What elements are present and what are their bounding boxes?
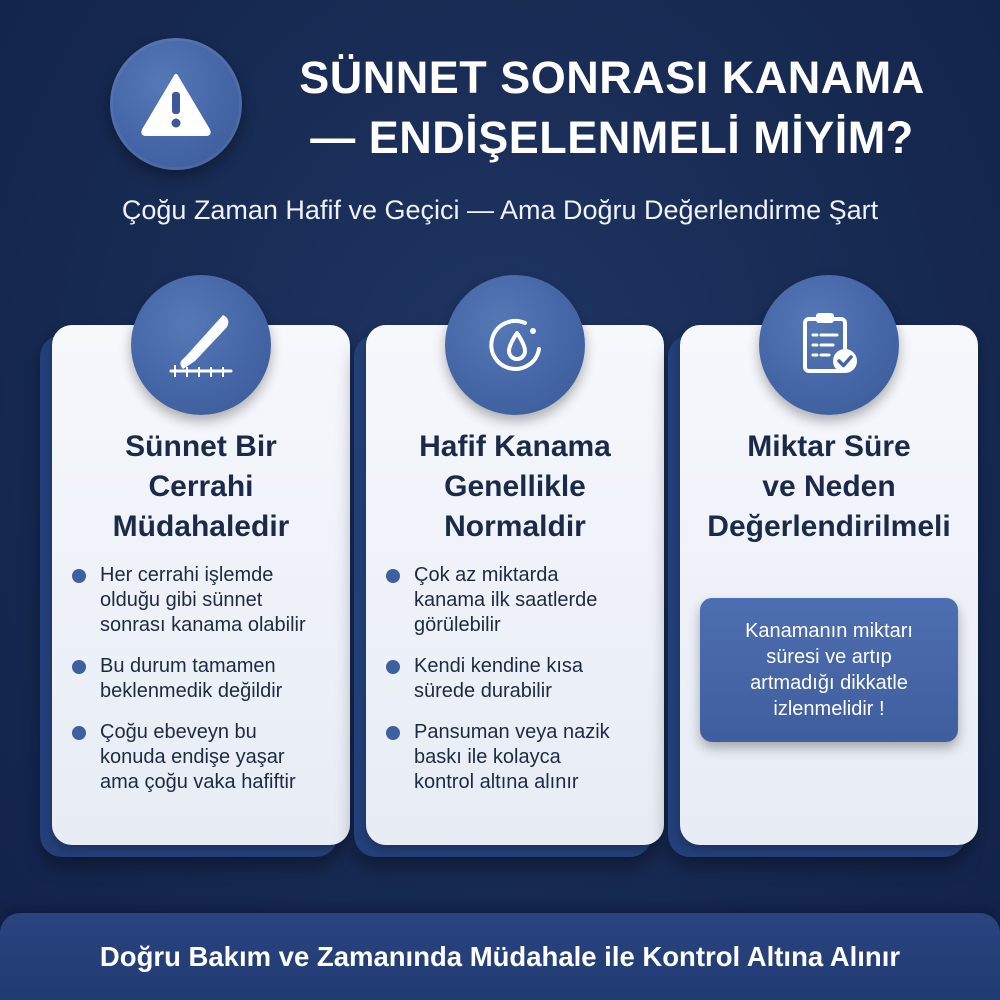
card-icon-badge <box>445 275 585 415</box>
note-line: Kanamanın miktarı <box>745 620 913 642</box>
card-evaluation <box>680 325 978 855</box>
clipboard-check-icon <box>789 305 869 385</box>
bullet-dot-icon <box>72 569 86 583</box>
scalpel-icon <box>161 305 241 385</box>
warning-badge <box>110 38 242 170</box>
card-title-line: ve Neden <box>762 470 896 503</box>
card-title-line: Normaldir <box>444 510 586 543</box>
bullet-line: Kendi kendine kısa <box>414 655 584 677</box>
bullet-line: ama çoğu vaka hafiftir <box>100 771 296 793</box>
footer-banner <box>0 913 1000 1000</box>
note-line: izlenmelidir ! <box>773 698 885 720</box>
card-title-line: Müdahaledir <box>112 510 290 543</box>
bullet-line: baskı ile kolayca <box>414 746 561 768</box>
bullet-line: olduğu gibi sünnet <box>100 589 263 611</box>
bullet-list <box>72 563 342 811</box>
card-body <box>680 325 978 845</box>
bullet-item <box>386 563 656 638</box>
bullet-item <box>72 720 342 795</box>
bullet-item <box>72 654 342 704</box>
card-title <box>694 427 964 547</box>
card-body <box>366 325 664 845</box>
card-title-line: Genellikle <box>444 470 586 503</box>
note-line: artmadığı dikkatle <box>750 672 908 694</box>
bullet-item <box>386 654 656 704</box>
card-title-line: Değerlendirilmeli <box>707 510 951 543</box>
bullet-line: Pansuman veya nazik <box>414 721 610 743</box>
bullet-dot-icon <box>72 726 86 740</box>
page-title <box>262 48 962 168</box>
bullet-line: Çoğu ebeveyn bu <box>100 721 257 743</box>
bullet-line: sonrası kanama olabilir <box>100 614 306 636</box>
card-body <box>52 325 350 845</box>
card-title <box>66 427 336 547</box>
bullet-line: Her cerrahi işlemde <box>100 564 274 586</box>
title-line-1: SÜNNET SONRASI KANAMA <box>299 52 925 103</box>
page-subtitle: Çoğu Zaman Hafif ve Geçici — Ama Doğru Değerlendirme Şart <box>121 195 879 225</box>
bullet-dot-icon <box>72 660 86 674</box>
bullet-dot-icon <box>386 660 400 674</box>
warning-triangle-icon <box>140 72 212 136</box>
card-title <box>380 427 650 547</box>
card-title-line: Sünnet Bir <box>125 430 277 463</box>
bullet-line: kontrol altına alınır <box>414 771 579 793</box>
bullet-list <box>386 563 656 811</box>
bullet-line: kanama ilk saatlerde <box>414 589 598 611</box>
card-surgical <box>52 325 350 855</box>
blood-drop-icon <box>475 305 555 385</box>
bullet-line: sürede durabilir <box>414 680 552 702</box>
bullet-line: beklenmedik değildir <box>100 680 283 702</box>
bullet-item <box>72 563 342 638</box>
bullet-line: görülebilir <box>414 614 501 636</box>
card-mild-bleeding <box>366 325 664 855</box>
card-icon-badge <box>759 275 899 415</box>
note-line: süresi ve artıp <box>766 646 892 668</box>
card-title-line: Cerrahi <box>148 470 254 503</box>
card-title-line: Hafif Kanama <box>419 430 611 463</box>
warning-note-box <box>700 598 958 742</box>
bullet-line: konuda endişe yaşar <box>100 746 285 768</box>
bullet-line: Çok az miktarda <box>414 564 559 586</box>
card-title-line: Miktar Süre <box>747 430 911 463</box>
footer-text: Doğru Bakım ve Zamanında Müdahale ile Kontrol Altına Alınır <box>99 940 901 972</box>
bullet-item <box>386 720 656 795</box>
bullet-dot-icon <box>386 726 400 740</box>
title-line-2: — ENDİŞELENMELİ MİYİM? <box>310 112 914 163</box>
card-icon-badge <box>131 275 271 415</box>
bullet-dot-icon <box>386 569 400 583</box>
bullet-line: Bu durum tamamen <box>100 655 276 677</box>
